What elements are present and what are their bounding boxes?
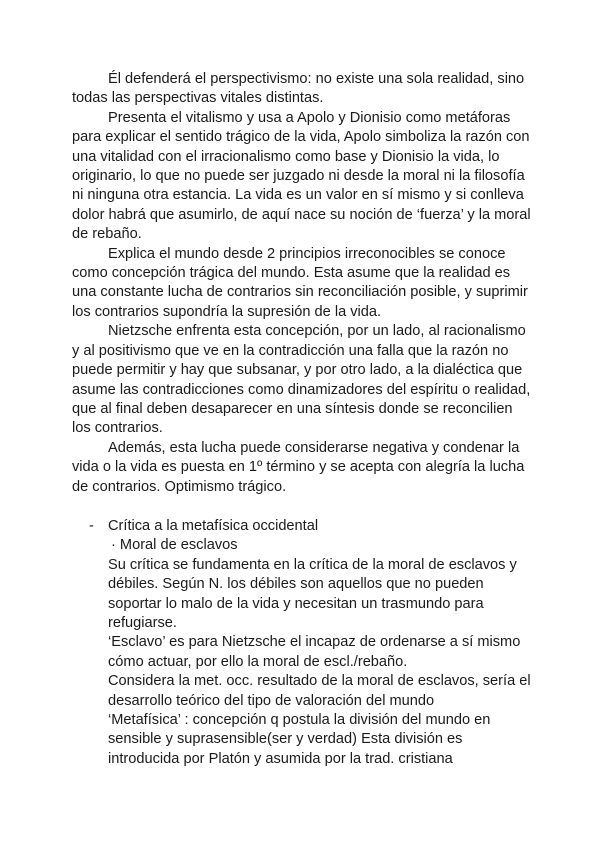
document-body <box>72 70 532 769</box>
list-subheading: · Moral de esclavos <box>111 537 238 554</box>
list-line-esclavo: ‘Esclavo’ es para Nietzsche el incapaz de ordenarse a sí mismo cómo actuar, por ello la moral de escl./rebaño. <box>108 634 521 670</box>
paragraph-concepcion-tragica: Explica el mundo desde 2 principios irreconocibles se conoce como concepción trágica del mundo. Esta asume que la realidad es una constante lucha de contrarios sin reconciliación posible, y suprimir los contrarios supondría la supresión de la vida. <box>72 245 528 320</box>
list-heading: Crítica a la metafísica occidental <box>108 517 319 534</box>
list-line-metafisica: ‘Metafísica’ : concepción q postula la división del mundo en sensible y suprasensible(ser y verdad) Esta división es introducida por Platón y asumida por la trad. cristiana <box>108 712 491 767</box>
spacer <box>72 497 532 517</box>
paragraph-optimismo-tragico: Además, esta lucha puede considerarse negativa y condenar la vida o la vida es puesta en 1º término y se acepta con alegría la lucha de contrarios. Optimismo trágico. <box>72 439 525 495</box>
list-line-critica: Su crítica se fundamenta en la crítica de la moral de esclavos y débiles. Según N. los débiles son aquellos que no pueden soportar lo malo de la vida y necesitan un trasmundo para refugiarse. <box>108 556 517 631</box>
list-line-considera: Considera la met. occ. resultado de la moral de esclavos, sería el desarrollo teórico del tipo de valoración del mundo <box>108 673 531 709</box>
paragraph-vitalismo: Presenta el vitalismo y usa a Apolo y Dionisio como metáforas para explicar el sentido trágico de la vida, Apolo simboliza la razón con una vitalidad con el irracionalismo como base y Dionisio la vida, lo originario, lo que no puede ser juzgado ni desde la moral ni la filosofía ni ninguna otra estancia. La vida es un valor en sí mismo y si conlleva dolor habrá que asumirlo, de aquí nace su noción de ‘fuerza’ y la moral de rebaño. <box>72 109 531 243</box>
list-item-critica <box>72 517 532 769</box>
list-bullet: - <box>89 517 94 534</box>
paragraph-nietzsche-enfrenta: Nietzsche enfrenta esta concepción, por un lado, al racionalismo y al positivismo que ve en la contradicción una falla que la razón no puede permitir y hay que subsanar, y por otro lado, a la dialéctica que asume las contradicciones como dinamizadores del espíritu o realidad, que al final deben desaparecer en una síntesis donde se reconcilien los contrarios. <box>72 323 531 437</box>
paragraph-perspectivismo: Él defenderá el perspectivismo: no existe una sola realidad, sino todas las perspectivas vitales distintas. <box>72 71 525 107</box>
